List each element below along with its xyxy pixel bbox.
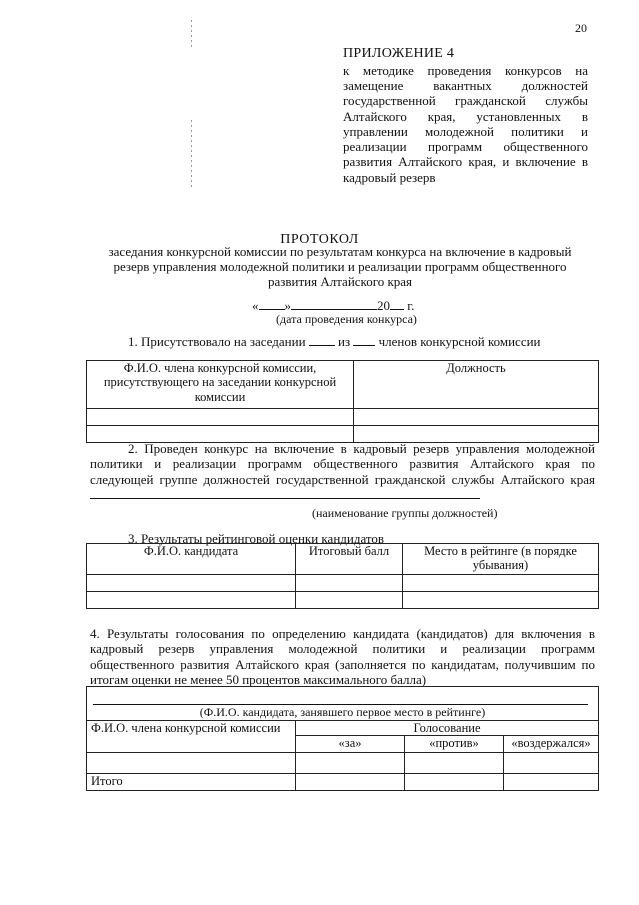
section2-text	[90, 441, 595, 502]
table-cell[interactable]	[87, 409, 354, 426]
attendance-text: 1. Присутствовало на заседании	[128, 334, 306, 349]
table-cell[interactable]	[87, 426, 354, 443]
candidate-name-cell[interactable]	[87, 687, 599, 721]
appendix-block	[343, 46, 588, 185]
attended-count-blank[interactable]	[309, 333, 335, 346]
date-close-quote: »	[284, 298, 291, 313]
header-member-name: Ф.И.О. члена конкурсной комиссии, присутствующего на заседании конкурсной комиссии	[87, 361, 354, 409]
date-caption: (дата проведения конкурса)	[276, 312, 417, 326]
header-voting: Голосование	[296, 721, 599, 736]
table-cell[interactable]	[296, 592, 403, 609]
appendix-title: ПРИЛОЖЕНИЕ 4	[343, 46, 455, 61]
table-cell[interactable]	[403, 575, 599, 592]
table-cell[interactable]	[504, 774, 599, 791]
day-blank[interactable]	[259, 297, 285, 310]
scan-artifact-line	[191, 120, 192, 190]
date-year: 20	[377, 298, 390, 313]
table-cell[interactable]	[405, 774, 504, 791]
table-cell[interactable]	[296, 575, 403, 592]
table-cell[interactable]	[504, 753, 599, 774]
header-vote-abstain: «воздержался»	[504, 736, 599, 753]
table-cell[interactable]	[354, 409, 599, 426]
header-vote-for: «за»	[296, 736, 405, 753]
table-cell[interactable]	[87, 753, 296, 774]
candidate-caption: (Ф.И.О. кандидата, занявшего первое место в рейтинге)	[199, 705, 486, 720]
table-cell[interactable]	[87, 575, 296, 592]
section3-title: 3. Результаты рейтинговой оценки кандидатов	[128, 531, 385, 546]
table-cell[interactable]	[403, 592, 599, 609]
attendance-of: из	[338, 334, 351, 349]
section2-caption: (наименование группы должностей)	[312, 506, 498, 520]
table-cell[interactable]	[405, 753, 504, 774]
protocol-subtitle: заседания конкурсной комиссии по результатам конкурса на включение в кадровый резерв управления молодежной политики и реализации программ общественного развития Алтайского края	[108, 244, 572, 290]
date-line	[252, 297, 414, 313]
section1-attendance	[128, 333, 541, 349]
total-row-label: Итого	[87, 774, 296, 791]
attendance-members: членов конкурсной комиссии	[378, 334, 541, 349]
total-count-blank[interactable]	[353, 333, 375, 346]
voting-table	[86, 686, 599, 791]
table-cell[interactable]	[87, 592, 296, 609]
scan-artifact-line	[191, 20, 192, 50]
year-blank[interactable]	[390, 297, 404, 310]
header-rank: Место в рейтинге (в порядке убывания)	[403, 544, 599, 575]
rating-table	[86, 543, 599, 609]
header-candidate: Ф.И.О. кандидата	[87, 544, 296, 575]
header-voting-member: Ф.И.О. члена конкурсной комиссии	[87, 721, 296, 753]
protocol-title: ПРОТОКОЛ	[280, 232, 359, 247]
header-position: Должность	[354, 361, 599, 409]
date-suffix: г.	[407, 298, 415, 313]
month-blank[interactable]	[291, 297, 377, 310]
section2-body: 2. Проведен конкурс на включение в кадровый резерв управления молодежной политики и реализации программ общественного развития Алтайского края по следующей группе должностей государственной гражданской службы Алтайского края	[90, 441, 595, 487]
table-cell[interactable]	[296, 774, 405, 791]
header-score: Итоговый балл	[296, 544, 403, 575]
section4-paragraph: 4. Результаты голосования по определению кандидата (кандидатов) для включения в кадровый резерв управления молодежной политики и реализации программ общественного развития Алтайского края (заполняется по кандидатам, получившим по итогам оценки не менее 50 процентов максимального балла)	[90, 626, 595, 687]
section2-paragraph	[90, 441, 595, 502]
candidate-name-line	[93, 704, 588, 705]
page-number: 20	[575, 21, 587, 35]
members-table	[86, 360, 599, 443]
position-group-blank[interactable]	[90, 488, 480, 499]
table-cell[interactable]	[296, 753, 405, 774]
date-open-quote: «	[252, 298, 259, 313]
header-vote-against: «против»	[405, 736, 504, 753]
appendix-text: к методике проведения конкурсов на замещение вакантных должностей государственной гражданской службы Алтайского края, установленных в управлении молодежной политики и реализации программ общественного развития Алтайского края, и включение в кадровый резерв	[343, 62, 588, 185]
table-cell[interactable]	[354, 426, 599, 443]
